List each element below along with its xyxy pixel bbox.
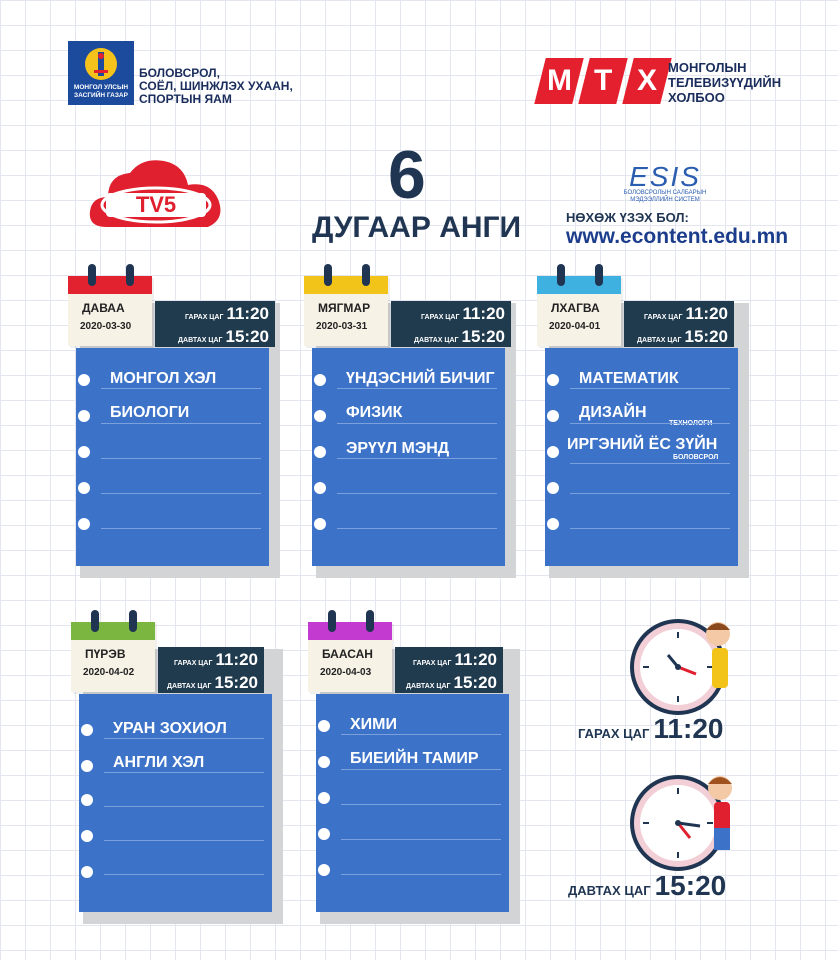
broadcast-times xyxy=(395,647,503,693)
calendar-band xyxy=(71,622,155,640)
subject: МАТЕМАТИК xyxy=(579,370,679,387)
repeat-time-label: ДАВТАХ ЦАГ xyxy=(414,337,459,344)
binder-hole xyxy=(547,482,559,494)
binder-hole xyxy=(314,410,326,422)
line xyxy=(337,423,497,424)
calendar-ring-icon xyxy=(91,610,99,632)
air-time-label: ГАРАХ ЦАГ xyxy=(174,660,213,667)
line xyxy=(570,493,730,494)
tv5-logo xyxy=(86,155,226,239)
binder-hole xyxy=(314,374,326,386)
broadcast-times xyxy=(155,301,275,347)
repeat-time-label: ДАВТАХ ЦАГ xyxy=(178,337,223,344)
binder-hole xyxy=(318,720,330,732)
day-name: ДАВАА xyxy=(82,301,125,315)
calendar-ring-icon xyxy=(129,610,137,632)
calendar-ring-icon xyxy=(88,264,96,286)
broadcast-times xyxy=(158,647,264,693)
air-time: 11:20 xyxy=(215,650,258,669)
binder-hole xyxy=(314,518,326,530)
line xyxy=(101,493,261,494)
binder-hole xyxy=(78,518,90,530)
binder-hole xyxy=(314,482,326,494)
calendar-tab xyxy=(71,622,155,692)
econtent-link[interactable]: www.econtent.edu.mn xyxy=(566,225,789,248)
repeat-time-caption-label: ДАВТАХ ЦАГ xyxy=(568,883,651,898)
line xyxy=(570,388,730,389)
mtx-name-line: ТЕЛЕВИЗҮҮДИЙН xyxy=(668,75,782,90)
binder-hole xyxy=(318,792,330,804)
mtx-letter: Т xyxy=(578,58,627,104)
calendar-ring-icon xyxy=(126,264,134,286)
subject: МОНГОЛ ХЭЛ xyxy=(110,370,217,387)
line xyxy=(341,839,501,840)
line xyxy=(570,463,730,464)
air-time-caption-value: 11:20 xyxy=(653,713,724,744)
subject: БИЕИЙН ТАМИР xyxy=(350,750,479,767)
binder-hole xyxy=(81,830,93,842)
binder-hole xyxy=(318,864,330,876)
subject-note: БОЛОВСРОЛ xyxy=(673,454,719,461)
calendar-ring-icon xyxy=(362,264,370,286)
emblem-caption: МОНГОЛ УЛСЫН ЗАСГИЙН ГАЗАР xyxy=(73,84,129,99)
day-name: БААСАН xyxy=(322,647,373,661)
day-date: 2020-04-03 xyxy=(320,667,372,678)
air-time: 11:20 xyxy=(226,304,269,323)
line xyxy=(341,874,501,875)
air-time: 11:20 xyxy=(685,304,728,323)
card-paper xyxy=(545,348,738,566)
calendar-ring-icon xyxy=(366,610,374,632)
line xyxy=(101,388,261,389)
ministry-line: СОЁЛ, ШИНЖЛЭХ УХААН, xyxy=(139,79,293,93)
day-name: ЛХАГВА xyxy=(551,301,600,315)
calendar-tab xyxy=(537,276,621,346)
line xyxy=(337,493,497,494)
repeat-time: 15:20 xyxy=(225,327,269,346)
subject: ФИЗИК xyxy=(346,404,403,421)
air-time-label: ГАРАХ ЦАГ xyxy=(413,660,452,667)
binder-hole xyxy=(547,410,559,422)
soyombo-emblem-icon xyxy=(84,46,118,82)
repeat-time-caption xyxy=(568,870,726,902)
calendar-tab xyxy=(308,622,392,692)
day-card-tuesday xyxy=(304,258,514,578)
subject: ЭРҮҮЛ МЭНД xyxy=(346,440,450,457)
esis-logo xyxy=(620,161,710,204)
card-paper xyxy=(312,348,505,566)
day-card-monday xyxy=(68,258,278,578)
repeat-time: 15:20 xyxy=(214,673,258,692)
calendar-tab xyxy=(68,276,152,346)
repeat-time-caption-value: 15:20 xyxy=(654,870,727,901)
esis-logo-text: ESIS xyxy=(629,161,701,192)
mtx-name-line: ХОЛБОО xyxy=(668,90,725,105)
air-time-label: ГАРАХ ЦАГ xyxy=(185,314,224,321)
broadcast-times xyxy=(624,301,734,347)
line xyxy=(104,806,264,807)
ministry-name xyxy=(139,67,339,106)
line xyxy=(104,738,264,739)
calendar-ring-icon xyxy=(328,610,336,632)
line xyxy=(337,528,497,529)
calendar-ring-icon xyxy=(557,264,565,286)
mtx-letter: Х xyxy=(622,58,671,104)
ministry-line: БОЛОВСРОЛ, xyxy=(139,66,220,80)
calendar-ring-icon xyxy=(595,264,603,286)
line xyxy=(341,769,501,770)
binder-hole xyxy=(78,410,90,422)
line xyxy=(104,874,264,875)
card-paper xyxy=(76,348,269,566)
line xyxy=(101,528,261,529)
broadcast-times xyxy=(391,301,511,347)
air-time-caption-label: ГАРАХ ЦАГ xyxy=(578,726,650,741)
day-card-wednesday xyxy=(537,258,747,578)
mtx-name-line: МОНГОЛЫН xyxy=(668,60,747,75)
line xyxy=(101,458,261,459)
day-name: ПҮРЭВ xyxy=(85,647,126,661)
day-date: 2020-03-30 xyxy=(80,321,132,332)
mtx-organization-name xyxy=(668,60,781,105)
air-time: 11:20 xyxy=(454,650,497,669)
binder-hole xyxy=(547,446,559,458)
repeat-time: 15:20 xyxy=(684,327,728,346)
line xyxy=(104,772,264,773)
air-time-clock-icon xyxy=(626,612,736,722)
grade-number: 6 xyxy=(388,137,426,213)
binder-hole xyxy=(81,794,93,806)
binder-hole xyxy=(81,760,93,772)
line xyxy=(570,423,730,424)
calendar-band xyxy=(68,276,152,294)
tv5-label: TV5 xyxy=(135,192,177,217)
binder-hole xyxy=(318,828,330,840)
repeat-time-clock-icon xyxy=(626,768,736,878)
binder-hole xyxy=(81,724,93,736)
day-date: 2020-03-31 xyxy=(316,321,368,332)
watch-label: НӨХӨЖ ҮЗЭХ БОЛ: xyxy=(566,210,689,225)
subject: ХИМИ xyxy=(350,716,397,733)
grade-label: ДУГААР АНГИ xyxy=(312,211,522,244)
calendar-ring-icon xyxy=(324,264,332,286)
subject: АНГЛИ ХЭЛ xyxy=(113,754,205,771)
government-emblem-logo xyxy=(68,41,134,105)
binder-hole xyxy=(78,446,90,458)
line xyxy=(341,804,501,805)
subject: ИРГЭНИЙ ЁС ЗҮЙН xyxy=(567,436,718,453)
subject: УРАН ЗОХИОЛ xyxy=(113,720,227,737)
mtx-logo xyxy=(540,58,666,104)
air-time-label: ГАРАХ ЦАГ xyxy=(421,314,460,321)
air-time-caption xyxy=(578,713,723,745)
binder-hole xyxy=(547,518,559,530)
esis-subtitle: БОЛОВСРОЛЫН САЛБАРЫН МЭДЭЭЛЛИЙН СИСТЕМ xyxy=(623,190,707,203)
day-date: 2020-04-02 xyxy=(83,667,135,678)
binder-hole xyxy=(318,756,330,768)
subject: ДИЗАЙН xyxy=(579,404,647,421)
binder-hole xyxy=(81,866,93,878)
calendar-band xyxy=(537,276,621,294)
card-paper xyxy=(316,694,509,912)
line xyxy=(104,840,264,841)
mtx-letter: М xyxy=(534,58,583,104)
calendar-band xyxy=(308,622,392,640)
line xyxy=(337,458,497,459)
day-card-thursday xyxy=(71,604,281,924)
ministry-line: СПОРТЫН ЯАМ xyxy=(139,92,232,106)
line xyxy=(570,528,730,529)
line xyxy=(337,388,497,389)
repeat-time: 15:20 xyxy=(461,327,505,346)
repeat-time-label: ДАВТАХ ЦАГ xyxy=(167,683,212,690)
binder-hole xyxy=(314,446,326,458)
line xyxy=(341,734,501,735)
calendar-band xyxy=(304,276,388,294)
subject: БИОЛОГИ xyxy=(110,404,190,421)
binder-hole xyxy=(78,374,90,386)
repeat-time: 15:20 xyxy=(453,673,497,692)
line xyxy=(101,423,261,424)
card-paper xyxy=(79,694,272,912)
day-card-friday xyxy=(308,604,518,924)
day-date: 2020-04-01 xyxy=(549,321,601,332)
subject: ҮНДЭСНИЙ БИЧИГ xyxy=(346,370,495,387)
calendar-tab xyxy=(304,276,388,346)
repeat-time-label: ДАВТАХ ЦАГ xyxy=(406,683,451,690)
day-name: МЯГМАР xyxy=(318,301,371,315)
air-time-label: ГАРАХ ЦАГ xyxy=(644,314,683,321)
air-time: 11:20 xyxy=(462,304,505,323)
binder-hole xyxy=(78,482,90,494)
binder-hole xyxy=(547,374,559,386)
repeat-time-label: ДАВТАХ ЦАГ xyxy=(637,337,682,344)
